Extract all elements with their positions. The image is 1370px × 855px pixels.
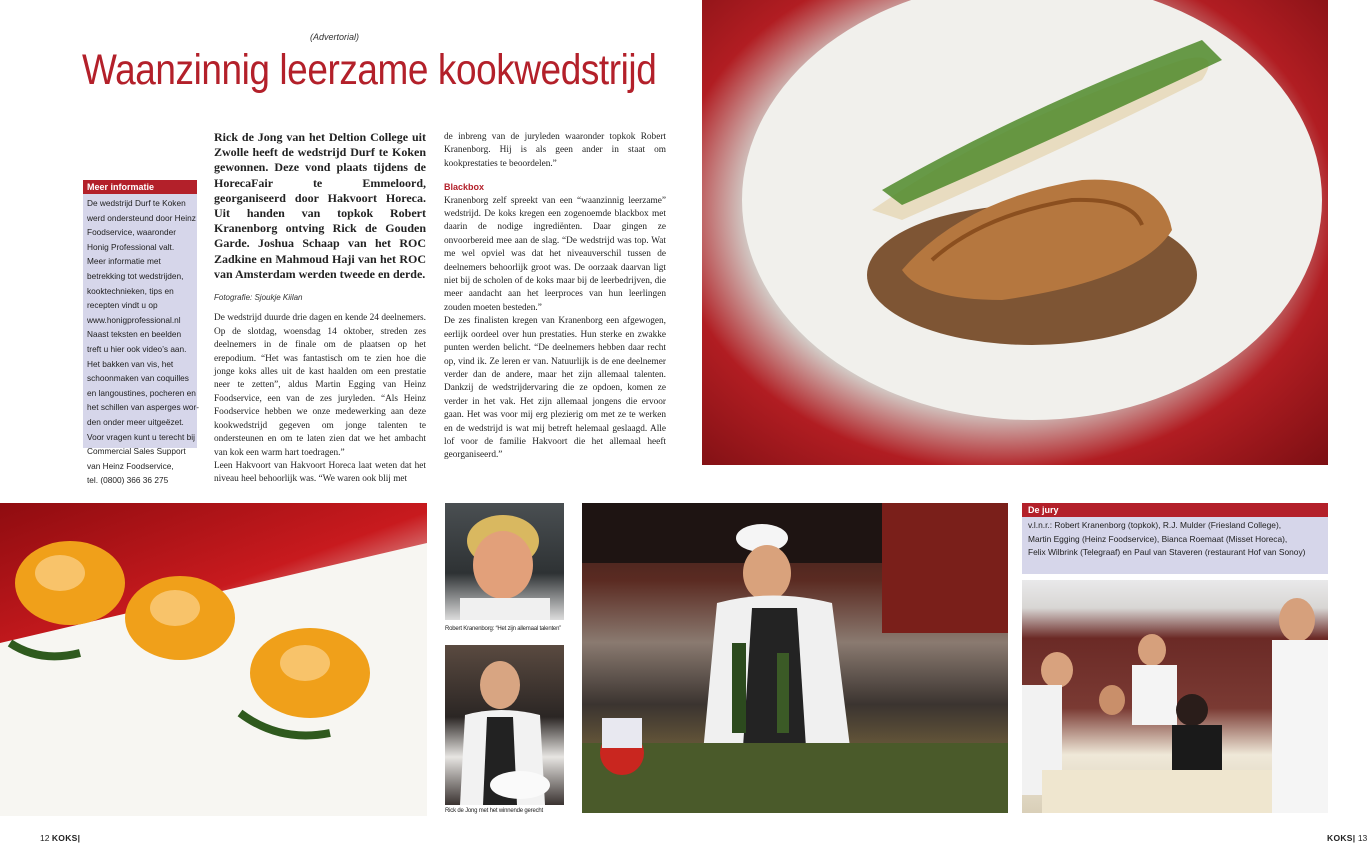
jury-heading: De jury (1022, 503, 1328, 517)
brand-right: KOKS| (1327, 833, 1356, 843)
article-paragraph: Kranenborg zelf spreekt van een “waanzinnig leerzame” wedstrijd. De koks kregen een zogenoemde blackbox met daarin de nodige ingrediënten. Daar gingen ze onvoorbereid mee aan de slag. “De wedstrijd was top. Wat me wel opviel was dat het niveauverschil tussen de deelnemers behoorlijk groot was. De oorzaak daarvan ligt niet bij de scholen of de koks maar bij de leerbedrijven, die meer aandacht aan het leerproces van hun leerlingen zouden moeten besteden.” (444, 195, 666, 313)
sidebar-line: recepten vindt u op (87, 300, 158, 311)
sidebar-line: den onder meer uitgeëzet. (87, 416, 184, 427)
advertorial-label: (Advertorial) (310, 32, 360, 42)
kitchen-illustration (582, 503, 1008, 813)
sidebar-line: treft u hier ook video’s aan. (87, 343, 187, 354)
portrait-illustration (445, 645, 564, 805)
jury-box (1022, 503, 1328, 574)
article-lead: Rick de Jong van het Deltion College uit Zwolle heeft de wedstrijd Durf te Koken gewonnen. Deze vond plaats tijdens de HorecaFair te Emmeloord, georganiseerd door Hakvoort Horeca. Uit handen van topkok Robert Kranenborg ontving Rick de Gouden Garde. Joshua Schaap van het ROC Zadkine en Mahmoud Haji van het ROC van Amsterdam werden tweede en derde. (214, 130, 426, 281)
page-number-left: 12 (40, 833, 50, 843)
sidebar-line: Honig Professional valt. (87, 241, 175, 252)
sidebar-line: Meer informatie met (87, 256, 161, 267)
article-paragraph: Leen Hakvoort van Hakvoort Horeca laat weten dat het niveau heel behoorlijk was. “We waren ook blij met (214, 460, 426, 485)
photo-credit: Fotografie: Sjoukje Kiilan (214, 293, 303, 303)
fish-dish-illustration (702, 0, 1328, 465)
sidebar-line: kooktechnieken, tips en (87, 285, 174, 296)
sidebar-line: Voor vragen kunt u terecht bij (87, 431, 195, 442)
sidebar-line: Foodservice, waaronder (87, 227, 177, 238)
rick-caption: Rick de Jong met het winnende gerecht (445, 808, 543, 814)
jury-illustration (1022, 580, 1328, 813)
fish-dish-photo (702, 0, 1328, 465)
sidebar-line: en langoustines, pocheren en (87, 387, 196, 398)
article-column-2 (444, 131, 666, 463)
scallop-dish-photo (0, 503, 427, 816)
sidebar-line: De wedstrijd Durf te Koken (87, 198, 186, 208)
sidebar-line: schoonmaken van coquilles (87, 373, 189, 384)
sidebar-line: van Heinz Foodservice, (87, 460, 174, 471)
jury-line: Felix Wilbrink (Telegraaf) en Paul van Staveren (restaurant Hof van Sonoy) (1028, 547, 1306, 557)
jury-photo (1022, 580, 1328, 813)
jury-line: Martin Egging (Heinz Foodservice), Bianca Roemaat (Misset Horeca), (1028, 533, 1288, 544)
rick-de-jong-photo (445, 645, 564, 805)
robert-kranenborg-photo (445, 503, 564, 620)
portrait-illustration (445, 503, 564, 620)
kitchen-competition-photo (582, 503, 1008, 813)
sidebar-line: het schillen van asperges wor- (87, 402, 200, 413)
robert-caption: Robert Kranenborg: “Het zijn allemaal talenten” (445, 626, 561, 632)
sidebar-line: Het bakken van vis, het (87, 358, 174, 369)
article-paragraph: de inbreng van de juryleden waaronder topkok Robert Kranenborg. Hij is als geen ander in staat om kookprestaties te beoordelen.” (444, 132, 666, 169)
sidebar-link[interactable]: www.honigprofessional.nl (87, 314, 181, 325)
scallop-dish-illustration (0, 503, 427, 816)
article-paragraph: De wedstrijd duurde drie dagen en kende 24 deelnemers. Op de slotdag, woensdag 14 oktober, streden zes deelnemers in de finale om de plaatsen op het erepodium. “Het was fantastisch om te zien hoe die jonge koks alles uit de kast haalden om een prestatie neer te zetten”, aldus Martin Egging van Heinz Foodservice, een van de zes juryleden. “Als Heinz Foodservice hebben we onze medewerking aan deze kookwedstrijd gegeven om jonge talenten te ondersteunen en om te laten zien dat we het ambacht van kok een warm hart toedragen.” (214, 313, 426, 458)
article-paragraph: De zes finalisten kregen van Kranenborg een afgewogen, eerlijk oordeel over hun prestaties. Hun sterke en zwakke punten werden belicht. “De deelnemers hebben daar recht op, vind ik. Ze leren er van. Natuurlijk is de ene deelnemer verder dan de andere, maar het zijn allemaal talenten. Dankzij de wedstrijdervaring die ze opdoen, komen ze verder in het vak. Het zijn allemaal jongens die ervoor gaan. Het was voor mij erg plezierig om met ze te werken en de wedstrijd is wat mij betreft helemaal geslaagd. Alle lof voor de familie Hakvoort die het allemaal heeft georganiseerd.” (444, 316, 666, 461)
article-column-1 (214, 130, 426, 487)
sidebar-line: werd ondersteund door Heinz (87, 212, 196, 223)
footer-right (1327, 833, 1367, 843)
article-subheading: Blackbox (444, 182, 485, 193)
sidebar-line: Commercial Sales Support (87, 446, 186, 457)
jury-line: v.l.n.r.: Robert Kranenborg (topkok), R.J. Mulder (Friesland College), (1028, 520, 1282, 530)
sidebar-phone: tel. (0800) 366 36 275 (87, 475, 169, 486)
sidebar-line: Naast teksten en beelden (87, 329, 182, 340)
sidebar-line: betrekking tot wedstrijden, (87, 270, 184, 281)
sidebar-body (83, 194, 200, 486)
page-number-right: 13 (1357, 833, 1368, 843)
sidebar-heading: Meer informatie (83, 180, 197, 194)
footer-left (40, 833, 80, 843)
jury-body (1022, 517, 1328, 574)
page-title: Waanzinnig leerzame kookwedstrijd (82, 46, 657, 94)
brand-left: KOKS| (51, 833, 81, 843)
info-sidebar (83, 180, 200, 486)
